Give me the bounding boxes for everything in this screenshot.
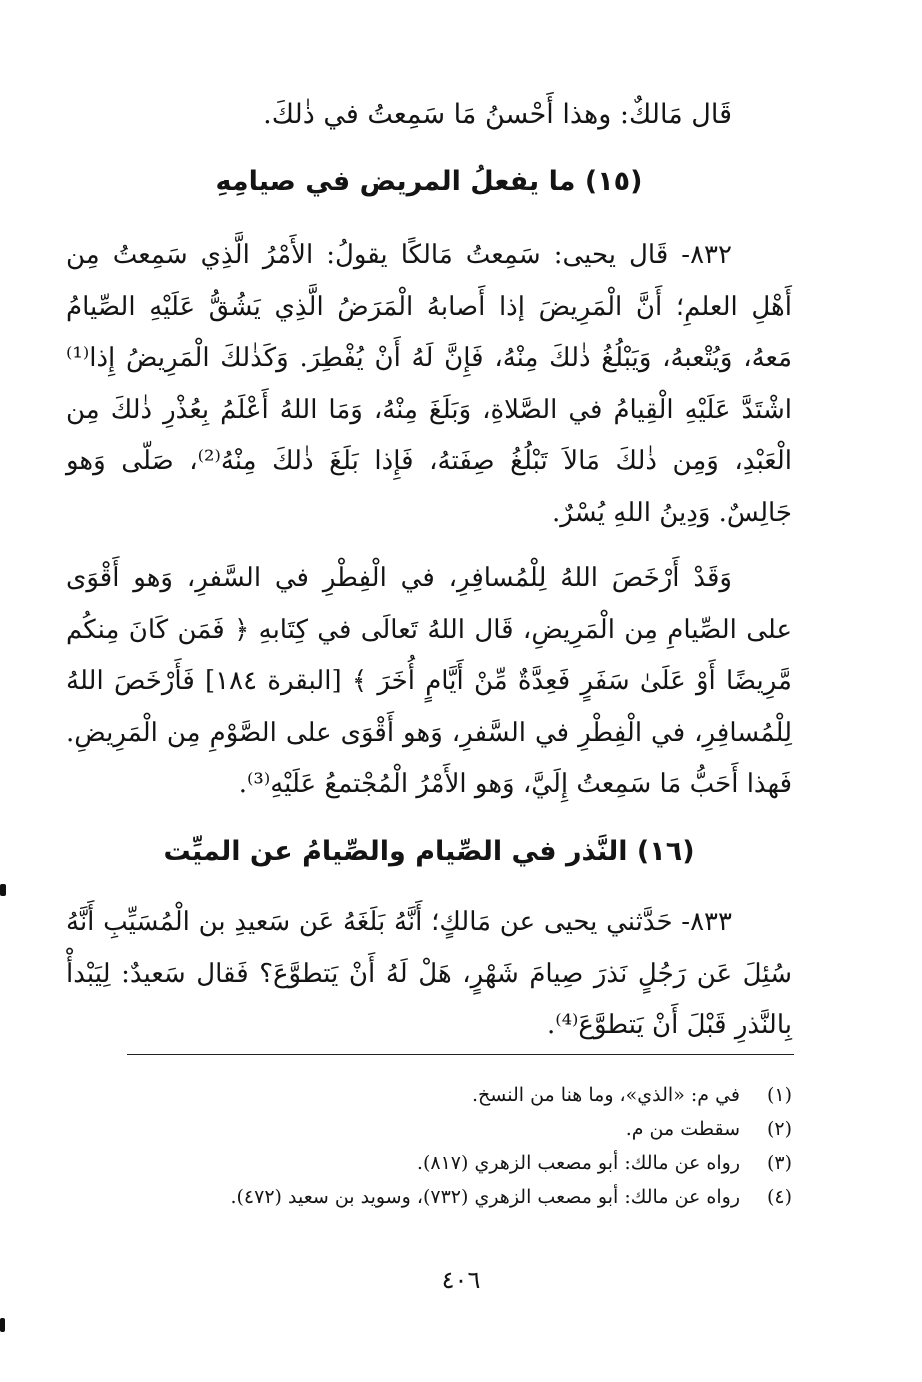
footnote-3 [66,1146,792,1180]
page-number: ٤٠٦ [441,1266,481,1294]
paragraph-833: ٨٣٣- حَدَّثني يحيى عن مَالكٍ؛ أَنَّهُ بَلَغَهُ عَن سَعيدِ بن الْمُسَيِّبِ أَنَّهُ سُئِلَ عَن رَجُلٍ نَذرَ صِيامَ شَهْرٍ، هَلْ لَهُ أَنْ يَتطوَّعَ؟ فَقال سَعيدٌ: لِيَبْدأْ بِالنَّذرِ قَبْلَ أَنْ يَتطوَّعَ⁽⁴⁾. [66,907,792,1040]
scan-mark [0,884,6,896]
footnote-4 [66,1180,792,1214]
footnote-2 [66,1112,792,1146]
footnote-number: (٤) [766,1186,792,1208]
footnotes [66,1078,792,1214]
paragraph-832: ٨٣٢- قَال يحيى: سَمِعتُ مَالكًا يقولُ: الأَمْرُ الَّذِي سَمِعتُ مِن أَهْلِ العلمِ؛ أَنَّ الْمَرِيضَ إذا أَصابهُ الْمَرَضُ الَّذِي يَشُقُّ عَلَيْهِ الصِّيامُ مَعهُ، وَيُتْعبهُ، وَيَبْلُغُ ذٰلكَ مِنْهُ، فَإِنَّ لَهُ أَنْ يُفْطِرَ. وَكَذٰلكَ الْمَرِيضُ إِذا⁽¹⁾ اشْتَدَّ عَلَيْهِ الْقِيامُ في الصَّلاةِ، وَبَلَغَ مِنْهُ، وَمَا اللهُ أَعْلَمُ بِعُذْرِ ذٰلكَ مِن الْعَبْدِ، وَمِن ذٰلكَ مَالاَ تَبْلُغُ صِفَتهُ، فَإِذا بَلَغَ ذٰلكَ مِنْهُ⁽²⁾، صَلّى وَهو جَالِسٌ. وَدِينُ اللهِ يُسْرٌ. [66,240,792,528]
section-heading-16: (١٦) النَّذر في الصِّيام والصِّيامُ عن الميِّت [163,836,695,867]
footnote-number: (١) [766,1084,792,1106]
section-heading-15: (١٥) ما يفعلُ المريض في صيامِهِ [215,166,643,197]
footnote-text: رواه عن مالك: أبو مصعب الزهري (٨١٧). [416,1152,740,1174]
footnote-number: (٣) [766,1152,792,1174]
top-line: قَال مَالكٌ: وهذا أَحْسنُ مَا سَمِعتُ في ذٰلكَ. [263,99,732,130]
footnote-separator [127,1054,794,1055]
scan-mark [0,1318,5,1332]
footnote-text: رواه عن مالك: أبو مصعب الزهري (٧٣٢)، وسويد بن سعيد (٤٧٢). [230,1186,740,1208]
footnote-text: في م: «الذي»، وما هنا من النسخ. [472,1084,740,1106]
footnote-number: (٢) [766,1118,792,1140]
paragraph-travel: وَقَدْ أَرْخَصَ اللهُ لِلْمُسافِرِ، في الْفِطْرِ في السَّفرِ، وَهو أَقْوَى على الصِّيامِ مِن الْمَرِيضِ، قَال اللهُ تَعالَى في كِتَابهِ ﴿ فَمَن كَانَ مِنكُم مَّرِيضًا أَوْ عَلَىٰ سَفَرٍ فَعِدَّةٌ مِّنْ أَيَّامٍ أُخَرَ ﴾ [البقرة ١٨٤] فَأَرْخَصَ اللهُ لِلْمُسافِرِ، في الْفِطْرِ في السَّفرِ، وَهو أَقْوَى على الصَّوْمِ مِن الْمَرِيضِ. فَهذا أَحَبُّ مَا سَمِعتُ إِلَيَّ، وَهو الأَمْرُ الْمُجْتمعُ عَلَيْهِ⁽³⁾. [66,563,792,799]
footnote-text: سقطت من م. [625,1118,740,1140]
footnote-1 [66,1078,792,1112]
